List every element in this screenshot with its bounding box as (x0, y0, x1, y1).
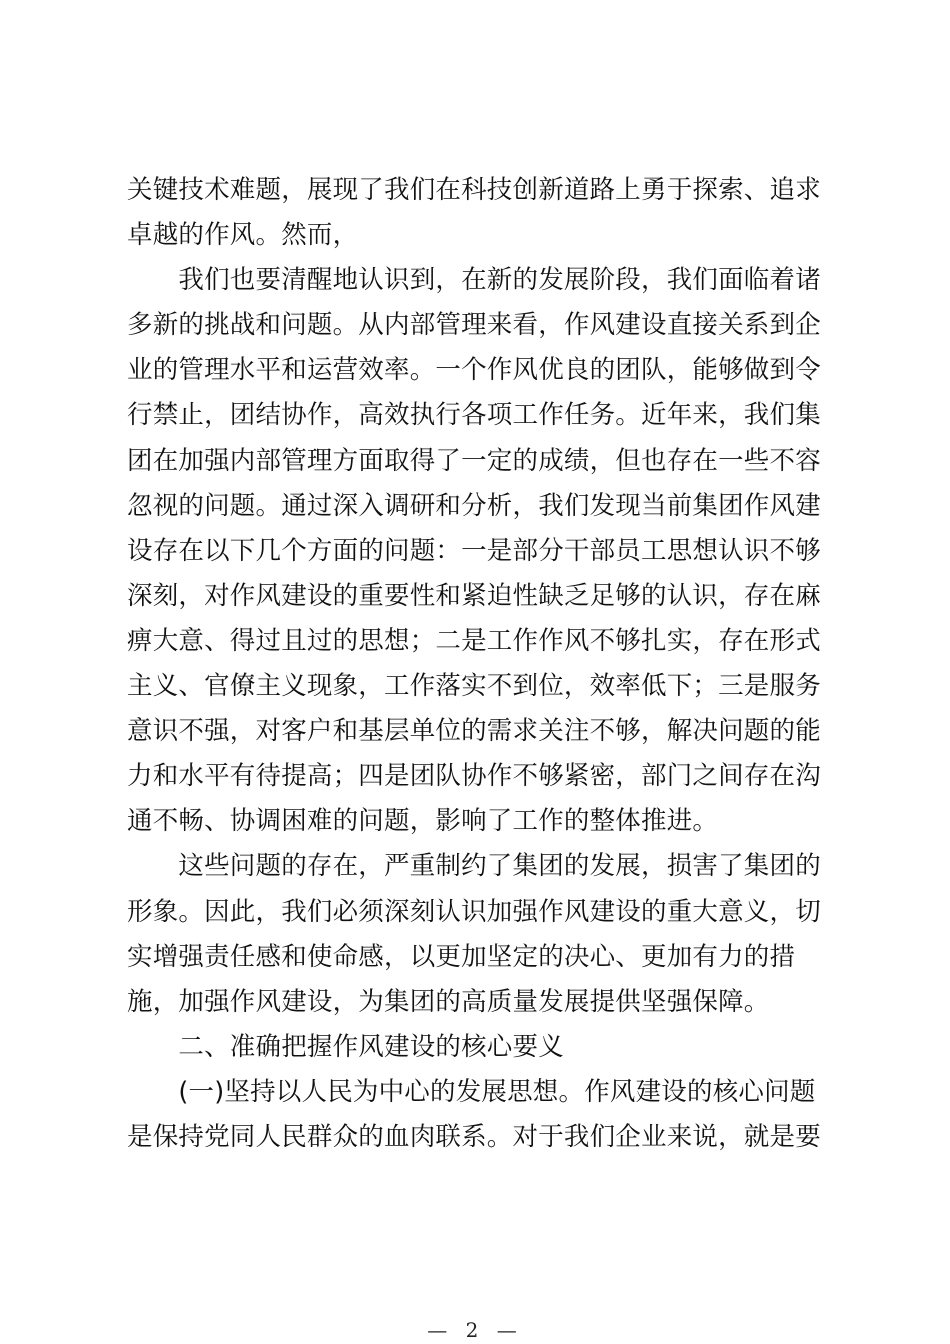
page-number: — 2 — (427, 1318, 523, 1342)
subsection-heading-line: (一)坚持以人民为中心的发展思想。作风建设的核心问题 (127, 1076, 816, 1107)
body-text (127, 168, 827, 1160)
text-line: 是保持党同人民群众的血肉联系。对于我们企业来说，就是要 (127, 1121, 821, 1152)
text-line: 痹大意、得过且过的思想；二是工作作风不够扎实，存在形式 (127, 625, 821, 656)
text-line: 设存在以下几个方面的问题：一是部分干部员工思想认识不够 (127, 535, 821, 566)
text-line: 力和水平有待提高；四是团队协作不够紧密，部门之间存在沟 (127, 761, 821, 792)
text-line: 我们也要清醒地认识到，在新的发展阶段，我们面临着诸 (127, 265, 821, 296)
text-line: 形象。因此，我们必须深刻认识加强作风建设的重大意义，切 (127, 896, 821, 927)
text-line: 施，加强作风建设，为集团的高质量发展提供坚强保障。 (127, 986, 770, 1017)
text-line: 卓越的作风。然而， (127, 220, 359, 251)
text-line: 关键技术难题，展现了我们在科技创新道路上勇于探索、追求 (127, 175, 821, 205)
text-line: 主义、官僚主义现象，工作落实不到位，效率低下；三是服务 (127, 671, 821, 702)
text-line: 多新的挑战和问题。从内部管理来看，作风建设直接关系到企 (127, 310, 821, 341)
text-line: 通不畅、协调困难的问题，影响了工作的整体推进。 (127, 806, 719, 837)
text-line: 团在加强内部管理方面取得了一定的成绩，但也存在一些不容 (127, 445, 821, 476)
section-heading: 二、准确把握作风建设的核心要义 (127, 1031, 564, 1062)
text-line: 忽视的问题。通过深入调研和分析，我们发现当前集团作风建 (127, 490, 821, 521)
text-line: 行禁止，团结协作，高效执行各项工作任务。近年来，我们集 (127, 400, 821, 431)
text-line: 深刻，对作风建设的重要性和紧迫性缺乏足够的认识，存在麻 (127, 580, 821, 611)
text-line: 业的管理水平和运营效率。一个作风优良的团队，能够做到令 (127, 355, 821, 386)
text-line: 这些问题的存在，严重制约了集团的发展，损害了集团的 (127, 851, 821, 882)
text-line: 实增强责任感和使命感，以更加坚定的决心、更加有力的措 (127, 941, 796, 972)
text-line: 意识不强，对客户和基层单位的需求关注不够，解决问题的能 (127, 716, 821, 747)
